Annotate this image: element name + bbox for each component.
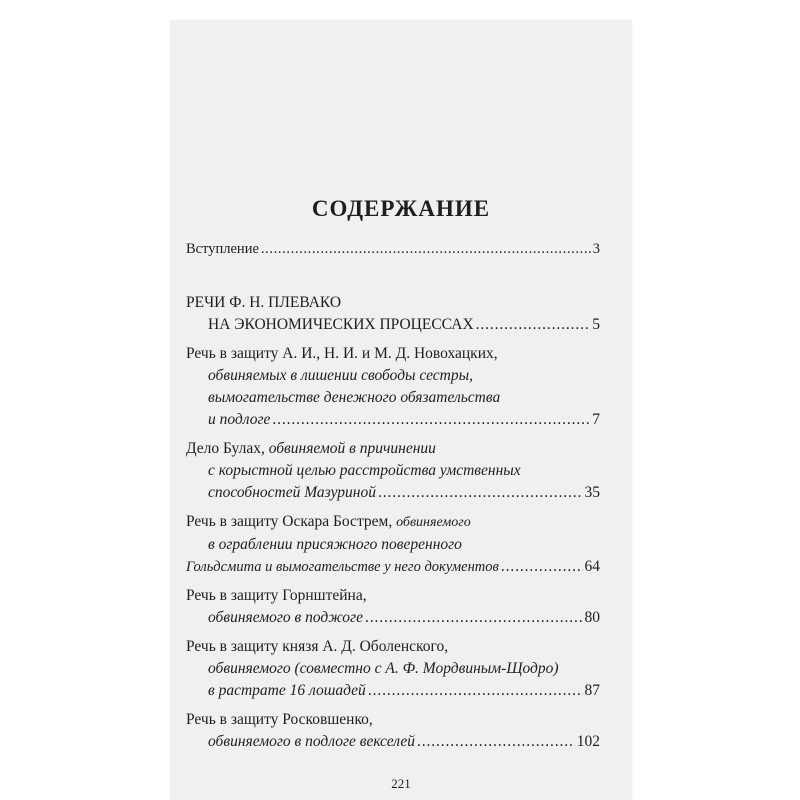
toc-entry-last-line: обвиняемого в подлоге векселей bbox=[208, 733, 415, 750]
toc-entry-head: Речь в защиту А. И., Н. И. и М. Д. Новохацких, bbox=[186, 345, 498, 362]
toc-entry bbox=[186, 636, 600, 702]
toc-entry bbox=[186, 343, 600, 431]
toc-entry-last-row bbox=[186, 680, 600, 702]
toc-entry-line: обвиняемого (совместно с А. Ф. Мордвиным-Щодро) bbox=[208, 660, 559, 677]
page-title: СОДЕРЖАНИЕ bbox=[311, 196, 491, 221]
toc-entry-head-row bbox=[186, 511, 600, 534]
toc-entry-line: с корыстной целью расстройства умственных bbox=[208, 462, 521, 479]
toc-page-number: 7 bbox=[592, 411, 600, 428]
toc-page-number: 64 bbox=[584, 558, 600, 575]
toc-entry-head: Речь в защиту Росковшенко, bbox=[186, 711, 373, 728]
toc-entry-title: Вступление bbox=[186, 241, 259, 257]
dot-leader bbox=[272, 409, 590, 431]
toc-entry-last-line: способностей Мазуриной bbox=[208, 484, 376, 501]
toc-page-number: 3 bbox=[592, 241, 600, 257]
dot-leader bbox=[417, 731, 575, 753]
toc-entry bbox=[186, 709, 600, 753]
toc-entry-line: в ограблении присяжного поверенного bbox=[208, 536, 462, 553]
toc-page-number: 5 bbox=[592, 316, 600, 333]
toc-entry bbox=[186, 585, 600, 629]
section-title-line1: РЕЧИ Ф. Н. ПЛЕВАКО bbox=[186, 294, 342, 311]
toc-entry-last-row bbox=[186, 409, 600, 431]
table-of-contents bbox=[186, 238, 600, 760]
toc-entry-head: Речь в защиту Горнштейна, bbox=[186, 587, 367, 604]
section-title-line2-row bbox=[186, 314, 600, 336]
toc-entry-last-row bbox=[186, 607, 600, 629]
page-number: 221 bbox=[391, 776, 411, 791]
dot-leader bbox=[365, 607, 583, 629]
toc-entry-last-row bbox=[186, 556, 600, 578]
toc-entry-intro bbox=[186, 238, 600, 260]
dot-leader bbox=[261, 238, 591, 260]
toc-section bbox=[186, 292, 600, 336]
toc-entry-last-line: и подлоге bbox=[208, 411, 271, 428]
toc-entry-last-line: обвиняемого в поджоге bbox=[208, 609, 363, 626]
toc-entry-head: Дело Булах, bbox=[186, 440, 265, 457]
toc-page-number: 87 bbox=[584, 682, 600, 699]
dot-leader bbox=[368, 680, 583, 702]
section-title-line2: НА ЭКОНОМИЧЕСКИХ ПРОЦЕССАХ bbox=[208, 316, 474, 333]
toc-entry bbox=[186, 438, 600, 504]
toc-entry bbox=[186, 511, 600, 578]
toc-entry-line: вымогательстве денежного обязательства bbox=[208, 389, 501, 406]
dot-leader bbox=[476, 314, 591, 336]
toc-entry-head: Речь в защиту князя А. Д. Оболенского, bbox=[186, 638, 449, 655]
toc-entry-last-row bbox=[186, 482, 600, 504]
toc-entry-last-line: в растрате 16 лошадей bbox=[208, 682, 366, 699]
toc-page-number: 80 bbox=[584, 609, 600, 626]
toc-entry-head-italic: обвиняемой в причинении bbox=[268, 440, 436, 457]
toc-page-number: 102 bbox=[576, 733, 600, 750]
toc-entry-last-row bbox=[186, 731, 600, 753]
toc-entry-head: Речь в защиту Оскара Бострем, bbox=[186, 513, 393, 530]
toc-entry-line: обвиняемых в лишении свободы сестры, bbox=[208, 367, 473, 384]
dot-leader bbox=[378, 482, 583, 504]
dot-leader bbox=[501, 556, 583, 578]
toc-page-number: 35 bbox=[584, 484, 600, 501]
toc-entry-head-row bbox=[186, 438, 600, 460]
toc-entry-last-line: Гольдсмита и вымогательстве у него документов bbox=[186, 559, 499, 575]
toc-entry-head-italic: обвиняемого bbox=[396, 515, 471, 530]
